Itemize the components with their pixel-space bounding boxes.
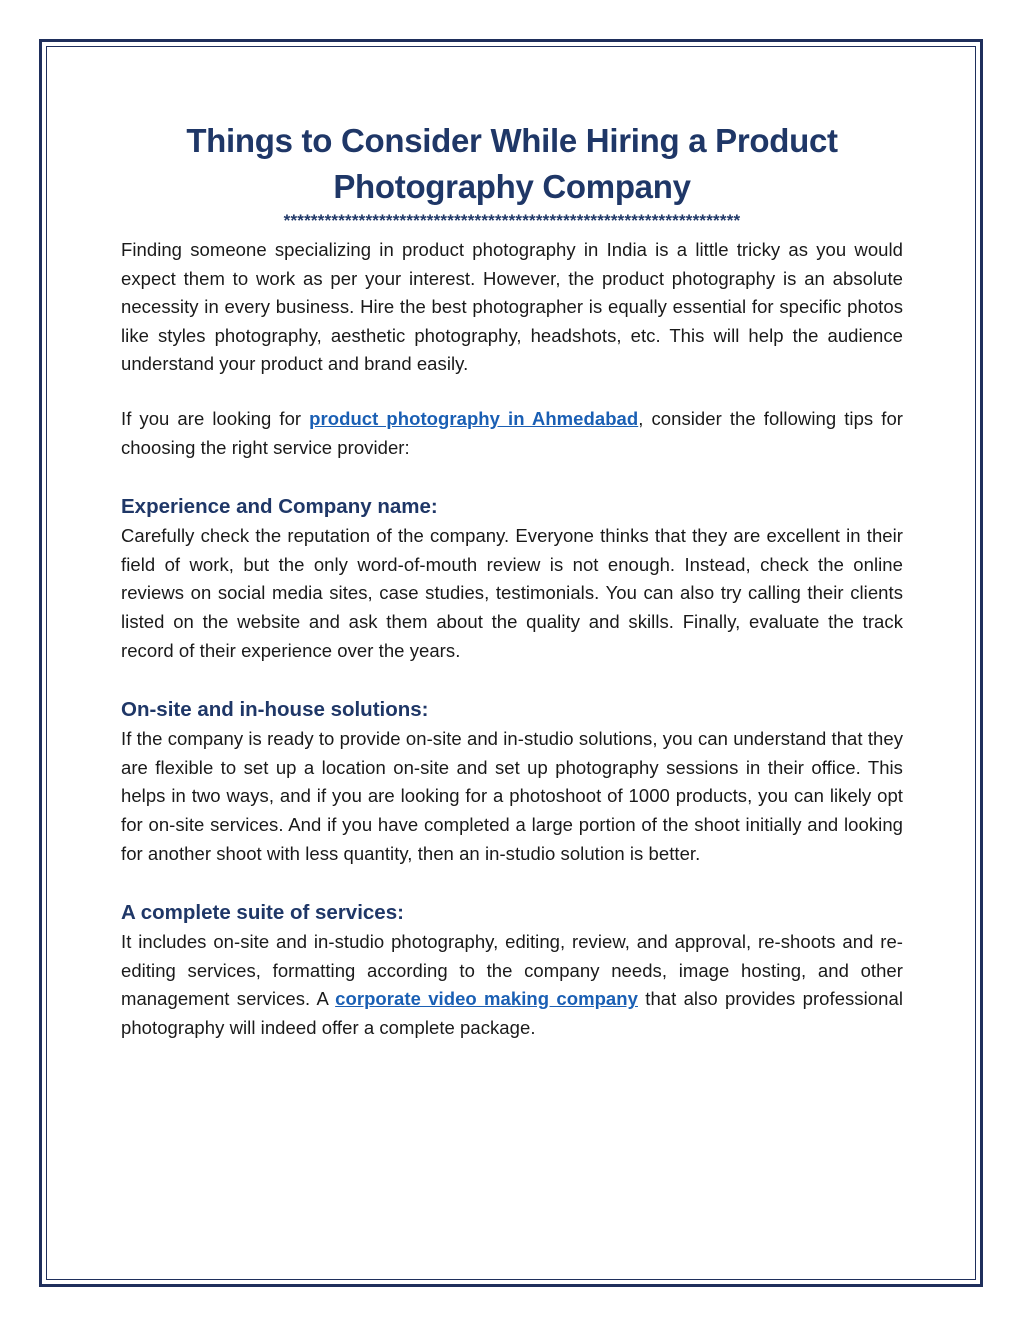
section-body-experience: Carefully check the reputation of the company. Everyone thinks that they are excellent in their field of work, but the only word-of-mouth review is not enough. Instead, check the online reviews on social media sites, case studies, testimonials. You can also try calling their clients listed on the website and ask them about the quality and skills. Finally, evaluate the track record of their experience over the years. bbox=[121, 525, 903, 661]
document-title: Things to Consider While Hiring a Product Photography Company bbox=[186, 122, 838, 205]
services-text-after: that also provides professional photography will indeed offer a complete package. bbox=[121, 988, 903, 1038]
intro-text-after: , consider the following tips for choosing the right service provider: bbox=[121, 407, 903, 458]
section-body-onsite: If the company is ready to provide on-site and in-studio solutions, you can understand that they are flexible to set up a location on-site and set up photography sessions in their office. This helps in two ways, and if you are looking for a photoshoot of 1000 products, you can likely opt for on-site services. And if you have completed a large portion of the shoot initially and looking for another shoot with less quantity, then an in-studio solution is better. bbox=[121, 728, 903, 864]
section-body-services bbox=[121, 928, 903, 1042]
services-text-before: It includes on-site and in-studio photography, editing, review, and approval, re-shoots and re-editing services, formatting according to the company needs, image hosting, and other management services. A bbox=[121, 931, 903, 1010]
section-heading-onsite: On-site and in-house solutions: bbox=[121, 698, 429, 722]
intro-paragraph: Finding someone specializing in product photography in India is a little tricky as you would expect them to work as per your interest. However, the product photography is an absolute necessity in every business. Hire the best photographer is equally essential for specific photos like styles photography, aesthetic photography, headshots, etc. This will help the audience understand your product and brand easily. bbox=[121, 239, 903, 375]
intro-text-before: If you are looking for bbox=[121, 407, 310, 429]
corporate-video-link[interactable]: corporate video making company bbox=[335, 988, 638, 1010]
product-photography-link[interactable]: product photography in Ahmedabad bbox=[309, 407, 639, 429]
intro-paragraph-2 bbox=[121, 405, 903, 462]
document-body bbox=[121, 118, 903, 1042]
section-heading-experience: Experience and Company name: bbox=[121, 495, 438, 519]
section-heading-services: A complete suite of services: bbox=[121, 901, 404, 925]
title-divider: ******************************************************************* bbox=[283, 211, 741, 230]
